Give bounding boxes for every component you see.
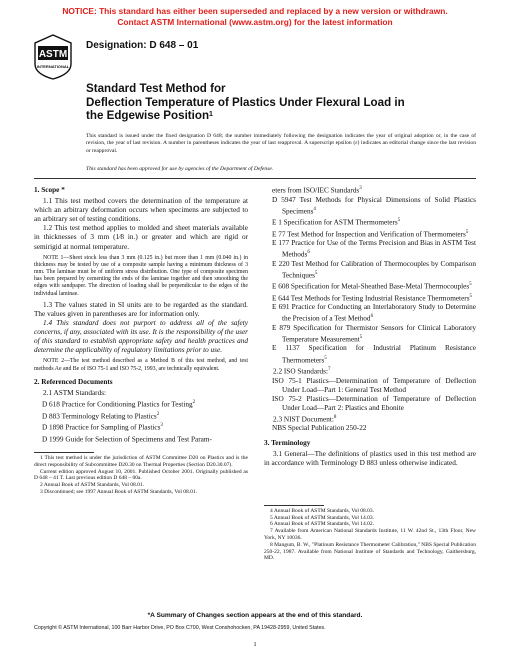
reference-continuation: eters from ISO/IEC Standards$^3$: [272, 186, 362, 195]
reference-item: D 1898 Practice for Sampling of Plastics$^3$: [42, 423, 163, 432]
footnote: 8 Mangum, B. W., "Platinum Resistance Thermometer Calibration," NBS Special Publication 250-22, 1987. Available from National Institute of Standards and Technology, Gaithersburg, MD.: [264, 541, 476, 562]
astm-logo: [34, 34, 72, 80]
divider: [34, 178, 476, 179]
terminology-heading: 3. Terminology: [264, 438, 311, 447]
reference-item: E 1 Specification for ASTM Thermometers$^5$: [272, 218, 401, 227]
footnote: 5 Annual Book of ASTM Standards, Vol 14.03.: [270, 514, 374, 521]
footnote: 7 Available from American National Standards Institute, 11 W. 42nd St., 13th Floor, New York, NY 10036.: [264, 528, 476, 541]
summary-of-changes-note: *A Summary of Changes section appears at the end of this standard.: [147, 612, 363, 619]
reference-item: D 5947 Test Methods for Physical Dimensions of Solid Plastics Specimens$^4$: [272, 195, 476, 215]
right-column: [264, 184, 476, 562]
para-3-1: 3.1 General—The definitions of plastics used in this test method are in accordance with Terminology D 883 unless otherwise indicated.: [264, 449, 476, 467]
iso-item: ISO 75-2 Plastics—Determination of Temperature of Deflection Under Load—Part 2: Plastics and Ebonite: [272, 394, 476, 412]
para-1-4: 1.4 This standard does not purport to address all of the safety concerns, if any, associated with its use. It is the responsibility of the user of this standard to establish appropriate safety and health practices and determine the applicability of regulatory limitations prior to use.: [34, 319, 248, 355]
reference-item: D 1999 Guide for Selection of Specimens and Test Param-: [42, 434, 212, 443]
document-title: [86, 82, 466, 123]
footnote: 6 Annual Book of ASTM Standards, Vol 14.02.: [270, 521, 374, 528]
title-line-3: the Edgewise Position: [86, 109, 210, 123]
copyright-line: Copyright © ASTM International, 100 Barr Harbor Drive, PO Box C700, West Conshohocken, PA 19428-2959, United States.: [34, 625, 326, 631]
para-2-1: 2.1 ASTM Standards:: [43, 388, 107, 397]
reference-item: E 1137 Specification for Industrial Platinum Resistance Thermometers$^5$: [272, 344, 476, 364]
footnote-rule: [34, 452, 94, 453]
reference-item: E 644 Test Methods for Testing Industrial Resistance Thermometers$^5$: [272, 293, 473, 303]
footnote: 2 Annual Book of ASTM Standards, Vol 08.01.: [40, 482, 144, 489]
notice-line-2: Contact ASTM International (www.astm.org) for the latest information: [117, 16, 393, 27]
reference-item: E 691 Practice for Conducting an Interlaboratory Study to Determine the Precision of a Test Method$^6$: [272, 303, 476, 323]
title-line-2: Deflection Temperature of Plastics Under Flexural Load in: [86, 95, 405, 109]
reference-item: E 77 Test Method for Inspection and Verification of Thermometers$^5$: [272, 229, 469, 238]
reference-item: E 608 Specification for Metal-Sheathed Base-Metal Thermocouples$^5$: [272, 282, 472, 291]
note-2: NOTE 2—The test method described as a Method B of this test method, and test methods Ae and Be of ISO 75-1 and ISO 75-2, 1993, are technically equivalent.: [34, 358, 248, 372]
note-1: NOTE 1—Sheet stock less than 3 mm (0.125 in.) but more than 1 mm (0.040 in.) in thickness may be tested by use of a composite sample having a minimum thickness of 3 mm. The laminae must be of uniform stress distribution. One type of composite specimen has been prepared by cementing the ends of the laminae together and then smoothing the edges with sandpaper. The direction of loading shall be perpendicular to the edges of the individual laminae.: [34, 254, 248, 297]
scope-heading: 1. Scope *: [34, 186, 65, 194]
reference-item: D 618 Practice for Conditioning Plastics for Testing$^2$: [42, 400, 196, 409]
para-1-1: 1.1 This test method covers the determination of the temperature at which an arbitrary deformation occurs when specimens are subjected to an arbitrary set of testing conditions.: [34, 197, 248, 224]
page-number: 1: [253, 641, 257, 648]
issuance-statement: This standard is issued under the fixed designation D 648; the number immediately following the designation indicates the year of original adoption or, in the case of revision, the year of last revision. A number in parentheses indicates the year of last reapproval. A superscript epsilon (ε) indicates an editorial change since the last revision or reapproval.: [86, 133, 476, 154]
title-footnote-mark: 1: [209, 111, 213, 119]
reference-item: D 883 Terminology Relating to Plastics$^2$: [42, 411, 160, 420]
para-2-2: 2.2 ISO Standards:$^7$: [273, 367, 331, 376]
refs-heading: 2. Referenced Documents: [34, 377, 113, 386]
reference-item: E 177 Practice for Use of the Terms Precision and Bias in ASTM Test Methods$^6$: [272, 239, 476, 259]
logo-text: ASTM: [38, 49, 68, 60]
para-2-3: 2.3 NIST Document:$^8$: [273, 414, 337, 424]
footnote: 1 This test method is under the jurisdiction of ASTM Committee D20 on Plastics and is the direct responsibility of Subcommittee D20.30 on Thermal Properties (Section D20.30.07).: [34, 455, 248, 468]
notice-line-1: NOTICE: This standard has either been superseded and replaced by a new version or withdrawn.: [62, 6, 448, 16]
title-line-1: Standard Test Method for: [86, 82, 226, 95]
footnote: Current edition approved August 10, 2001. Published October 2001. Originally published as D 648 – 41 T. Last previous edition D 648 – 00a.: [34, 468, 248, 482]
para-1-3: 1.3 The values stated in SI units are to be regarded as the standard. The values given in parentheses are for information only.: [34, 300, 248, 318]
iso-item: ISO 75-1 Plastics—Determination of Temperature of Deflection Under Load—Part 1: General Test Method: [272, 376, 476, 394]
left-column: [34, 184, 248, 496]
nbs-item: NBS Special Publication 250-22: [272, 424, 367, 433]
logo-subtext: INTERNATIONAL: [36, 64, 70, 69]
reference-item: E 220 Test Method for Calibration of Thermocouples by Comparison Techniques$^5$: [272, 259, 476, 280]
footnote: 3 Discontinued; see 1997 Annual Book of ASTM Standards, Vol 08.01.: [40, 489, 198, 496]
para-1-2: 1.2 This test method applies to molded and sheet materials available in thicknesses of 3 mm (1⁄8 in.) or greater and which are rigid or semirigid at normal temperature.: [34, 224, 248, 251]
designation: Designation: D 648 – 01: [86, 40, 199, 51]
reference-item: E 879 Specification for Thermistor Sensors for Clinical Laboratory Temperature Measurement$^5$: [272, 323, 476, 344]
dod-approval: This standard has been approved for use by agencies of the Department of Defense.: [86, 166, 274, 172]
footnote-rule: [264, 505, 324, 506]
withdrawal-notice: [0, 6, 510, 27]
footnote: 4 Annual Book of ASTM Standards, Vol 08.03.: [270, 507, 374, 514]
